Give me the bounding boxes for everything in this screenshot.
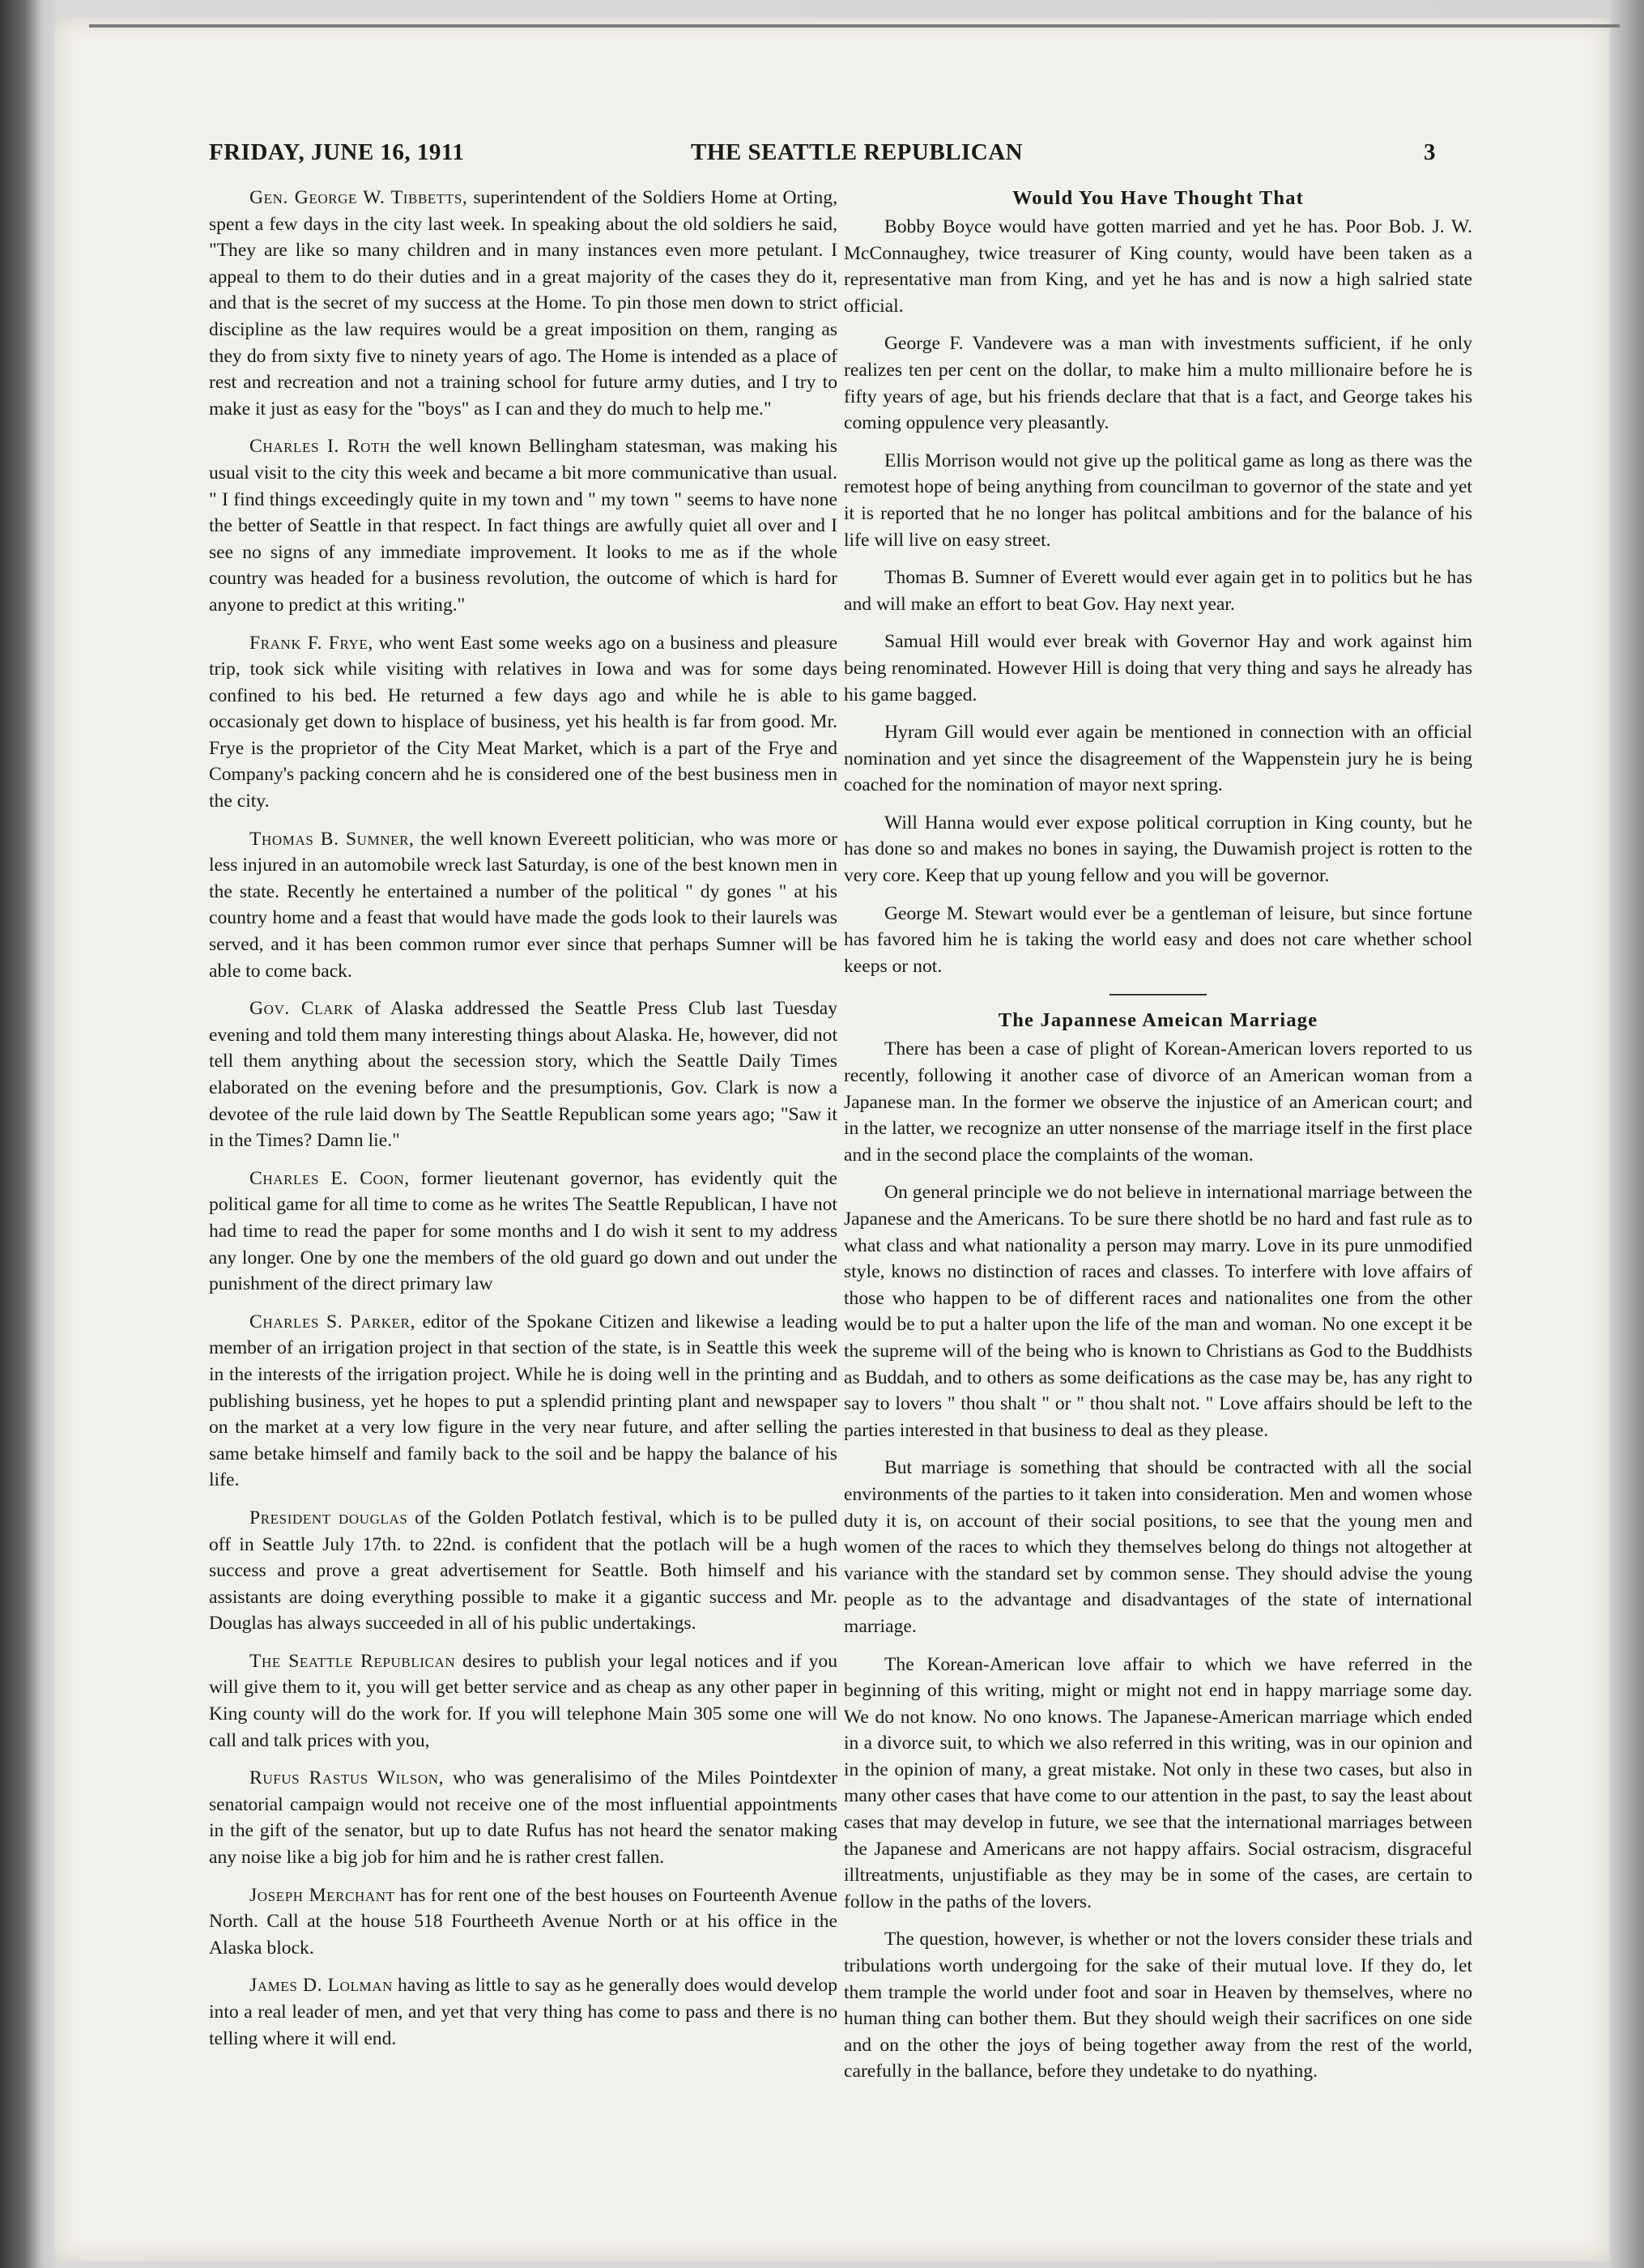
section-title-japanese-american-marriage: The Japannese Ameican Marriage: [998, 1009, 1318, 1032]
section-paragraph: George M. Stewart would ever be a gentleman of leisure, but since fortune has favored him he is taking the world easy and does not care whether school keeps or not.: [844, 902, 1472, 977]
news-item: [209, 1166, 837, 1298]
section-paragraph: Ellis Morrison would not give up the political game as long as there was the remotest hope of being anything from councilman to governor of the state and yet it is reported that he no longer has politcal ambitions and for the balance of his life will live on easy street.: [844, 450, 1472, 551]
news-item: [209, 185, 837, 422]
news-item-text: the well known Evereett politician, who was more or less injured in an automobile wreck last Saturday, is one of the best known men in the state. Recently he entertained a number of the political " dy gones " at his country home and a feast that would have made the gods look to their laurels was served, and it has been common rumor ever since that perhaps Sumner will be able to come back.: [209, 828, 837, 982]
news-item-text: having as little to say as he generally does would develop into a real leader of men, and yet that very thing has come to pass and there is no telling where it will end.: [209, 1975, 837, 2049]
section-divider: [1109, 994, 1207, 995]
news-item-text: has for rent one of the best houses on Fourteenth Avenue North. Call at the house 518 Fourtheeth Avenue North or at his office in the Alaska block.: [209, 1884, 838, 1959]
news-item-name: Thomas B. Sumner,: [249, 828, 415, 850]
section-paragraph: Thomas B. Sumner of Everett would ever again get in to politics but he has and will make an effort to beat Gov. Hay next year.: [844, 567, 1472, 615]
section-paragraph: Will Hanna would ever expose political corruption in King county, but he has done so and makes no bones in saying, the Duwamish project is rotten to the very core. Keep that up young fellow and you will be governor.: [844, 812, 1472, 887]
section-paragraph: But marriage is something that should be contracted with all the social environments of the parties to it taken into consideration. Men and women whose duty it is, on account of their social positions, to see that the young men and women of the races to which they themselves belong do things not altogether at variance with the standard set by common sense. They should advise the young people as to the advantage and disadvantages of the state of international marriage.: [844, 1457, 1472, 1637]
news-item-name: Gov. Clark: [249, 998, 354, 1020]
news-item-name: President douglas: [249, 1507, 408, 1528]
news-item-name: Gen. George W. Tibbetts,: [249, 187, 468, 208]
news-item-name: Charles I. Roth: [249, 436, 390, 458]
news-item: [209, 630, 837, 815]
header-masthead-title: THE SEATTLE REPUBLICAN: [691, 139, 1024, 165]
header-date: FRIDAY, JUNE 16, 1911: [209, 139, 465, 165]
news-item-text: who went East some weeks ago on a business and pleasure trip, took sick while visiting with relatives in Iowa and was for some days confined to his bed. He returned a few days ago and while he is able to occasionaly get down to hisplace of business, yet his health is far from good. Mr. Frye is the proprietor of the City Meat Market, which is a part of the Frye and Company's packing concern ahd he is considered one of the best business men in the city.: [209, 632, 838, 812]
news-item: [209, 1505, 837, 1637]
news-item-text: superintendent of the Soldiers Home at Orting, spent a few days in the city last week. In speaking about the old soldiers he said, "They are like so many children and in many instances even more petulant. I appeal to them to do their duties and in a great majority of the cases they do it, and that is the secret of my success at the Home. To pin those men down to strict discipline as the law requires would be a great imposition on them, ranging as they do from sixty five to ninety years of ago. The Home is intended as a place of rest and recreation and not a training school for future army duties, and I try to make it just as easy for the "boys" as I can and they do much to help me.": [209, 187, 837, 420]
section-paragraph: Bobby Boyce would have gotten married and yet he has. Poor Bob. J. W. McConnaughey, twice treasurer of King county, would have been taken as a representative man from King, and yet he has and is now a high salried state official.: [844, 216, 1472, 317]
section-paragraph: On general principle we do not believe in international marriage between the Japanese and the Americans. To be sure there shotld be no hard and fast rule as to what class and what nationality a person may marry. Love in its pure unmodified style, knows no distinction of races and classes. To interfere with love affairs of those who happen to be of different races and nationalites one from the other would be to put a halter upon the life of the man and woman. No one except it be the supreme will of the being who is known to Christians as God to the Buddhists as Buddah, and to others as some deifications as the case may be, has any right to say to lovers " thou shalt " or " thou shalt not. " Love affairs should be left to the parties interested in that business to deal as they please.: [844, 1182, 1472, 1441]
news-item-name: Frank F. Frye,: [249, 632, 373, 654]
news-item-name: Charles S. Parker,: [249, 1311, 416, 1332]
news-item: [209, 1765, 837, 1870]
section-paragraph: Samual Hill would ever break with Governor Hay and work against him being renominated. However Hill is doing that very thing and says he already has his game bagged.: [844, 631, 1472, 706]
right-column: [844, 185, 1472, 2096]
news-item: [209, 1648, 837, 1754]
news-item-name: The Seattle Republican: [249, 1650, 456, 1672]
news-item: [209, 1972, 837, 2052]
section-paragraph: The Korean-American love affair to which we have referred in the beginning of this writing, might or might not end in happy marriage some day. We do not know. No ono knows. The Japanese-American marriage which ended in a divorce suit, to which we also referred in this writing, was in our opinion and in the opinion of many, a great mistake. Not only in these two cases, but also in many other cases that have come to our attention in the past, to say the least about cases that may develop in future, we see that the international marriages between the Japanese and Americans are not happy affairs. Social ostracism, disgraceful illtreatments, unjustifiable as they may be in some of the cases, are certain to follow in the paths of the lovers.: [844, 1653, 1472, 1912]
news-item: [209, 1882, 837, 1962]
news-item-text: editor of the Spokane Citizen and likewise a leading member of an irrigation project in that section of the state, is in Seattle this week in the interests of the irrigation project. While he is doing well in the printing and publishing business, yet he hopes to put a splendid printing plant and newspaper on the market at a very low figure in the very near future, and after selling the same betake himself and family back to the soil and be happy the balance of his life.: [209, 1311, 838, 1491]
news-item-name: Joseph Merchant: [249, 1884, 395, 1906]
header-page-number: 3: [1424, 139, 1436, 165]
news-item: [209, 433, 837, 618]
news-item-text: of Alaska addressed the Seattle Press Club last Tuesday evening and told them many interesting things about Alaska. He, however, did not tell them anything about the secession story, which the Seattle Daily Times elaborated on the evening before and the presumptionis, Gov. Clark is now a devotee of the rule laid down by The Seattle Republican some years ago; "Saw it in the Times? Damn lie.": [209, 998, 837, 1152]
news-item-text: the well known Bellingham statesman, was making his usual visit to the city this week and became a bit more communicative than usual. " I find things exceedingly quite in my town and " my town " seems to have none the better of Seattle in that respect. In fact things are awfully quiet all over and I see no signs of any immediate improvement. It looks to me as if the whole country was headed for a business revolution, the outcome of which is hard for anyone to predict at this writing.": [209, 436, 837, 616]
section-title-would-you-have-thought: Would You Have Thought That: [1012, 187, 1305, 209]
news-item-text: of the Golden Potlatch festival, which is to be pulled off in Seattle July 17th. to 22nd. is confident that the potlach will be a hugh success and prove a great advertisement for Seattle. Both himself and his assistants are doing everything possible to make it a gigantic success and Mr. Douglas has always succeeded in all of his public undertakings.: [209, 1507, 837, 1635]
news-item: [209, 1309, 837, 1494]
news-item-text: desires to publish your legal notices and if you will give them to it, you will get better service and as cheap as any other paper in King county will do the work for. If you will telephone Main 305 some one will call and talk prices with you,: [209, 1650, 837, 1751]
left-column: [209, 185, 837, 2063]
news-item: [209, 995, 837, 1154]
section-paragraph: There has been a case of plight of Korean-American lovers reported to us recently, following it another case of divorce of an American woman from a Japanese man. In the former we observe the injustice of an American court; and in the latter, we recognize an utter nonsense of the marriage itself in the first place and in the second place the complaints of the woman.: [844, 1038, 1472, 1166]
page-top-rule: [89, 24, 1620, 28]
news-item-name: Charles E. Coon,: [249, 1167, 410, 1189]
news-item-name: James D. Lolman: [249, 1975, 393, 1997]
section-paragraph: The question, however, is whether or not the lovers consider these trials and tribulations worth undergoing for the sake of their mutual love. If they do, let them trample the world under foot and soar in Heaven by themselves, where no human thing can bother them. But they should weigh their sacrifices on one side and on the other the joys of being together away from the rest of the world, carefully in the ballance, before they undetake to do nyathing.: [844, 1929, 1472, 2083]
news-item-text: former lieutenant governor, has evidently quit the political game for all time to come as he writes The Seattle Republican, I have not had time to read the paper for some months and I do wish it sent to my address any longer. One by one the members of the old guard go down and out under the punishment of the direct primary law: [209, 1167, 837, 1295]
section-paragraph: George F. Vandevere was a man with investments sufficient, if he only realizes ten per cent on the dollar, to make him a multo millionaire before he is fifty years of age, but his friends declare that that is a fact, and George takes his coming oppulence very pleasantly.: [844, 333, 1472, 434]
news-item-text: who was generalisimo of the Miles Pointdexter senatorial campaign would not receive one of the most influential appointments in the gift of the senator, but up to date Rufus has not heard the senator making any noise like a big job for him and he is rather crest fallen.: [209, 1767, 837, 1869]
news-item: [209, 826, 837, 985]
section-paragraph: Hyram Gill would ever again be mentioned in connection with an official nomination and yet since the disagreement of the Wappenstein jury he is being coached for the nomination of mayor next spring.: [844, 722, 1472, 796]
page-header: [209, 139, 1436, 175]
news-item-name: Rufus Rastus Wilson,: [249, 1767, 445, 1789]
